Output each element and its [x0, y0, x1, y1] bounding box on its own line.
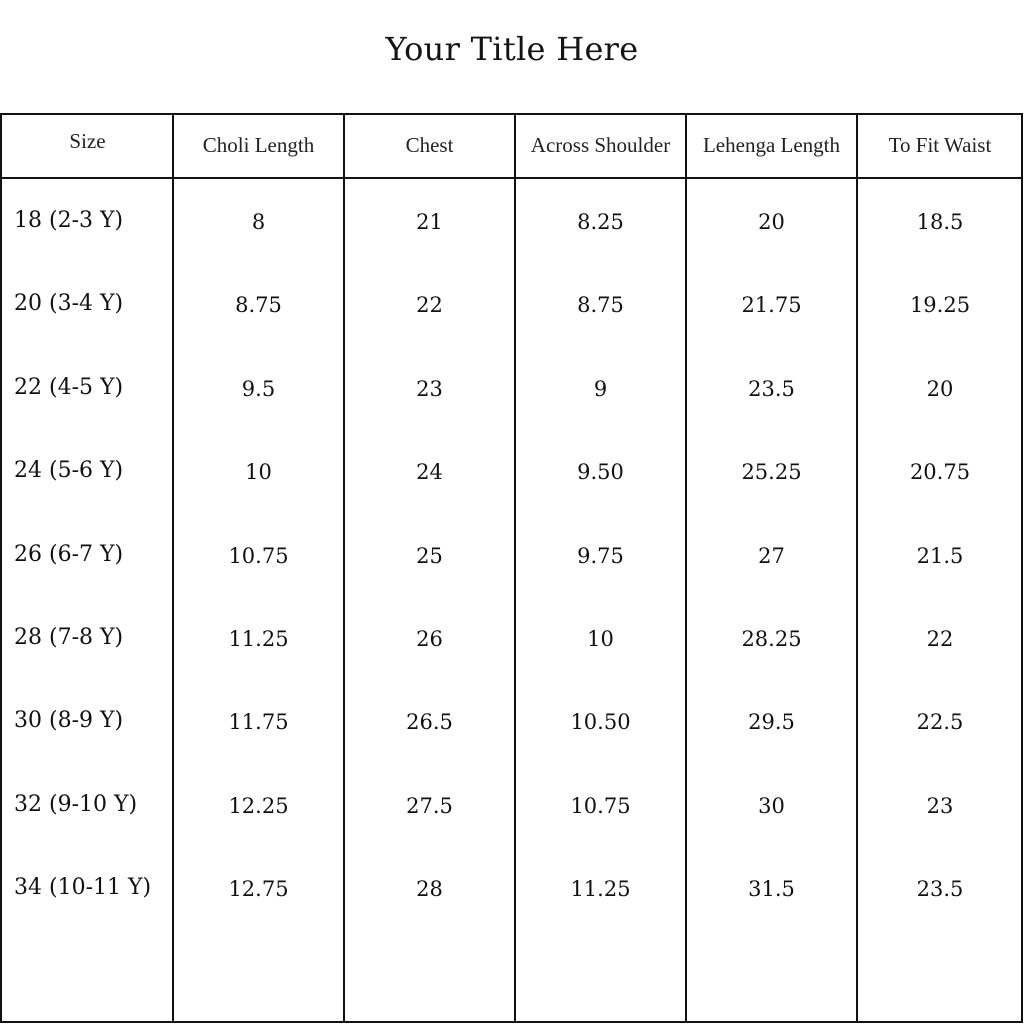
- size-label: 18 (2-3 Y): [14, 208, 124, 233]
- column-header: Lehenga Length: [702, 133, 841, 157]
- table-cell: 20: [758, 210, 785, 234]
- column-header: Across Shoulder: [530, 133, 671, 157]
- table-cell: 29.5: [748, 710, 795, 735]
- table-cell: 23.5: [916, 877, 964, 902]
- table-cell: 26: [416, 627, 443, 651]
- column-header: To Fit Waist: [888, 133, 992, 157]
- table-cell: 27.5: [406, 793, 453, 818]
- size-label: 20 (3-4 Y): [14, 291, 124, 317]
- table-cell: 24: [416, 460, 443, 485]
- column-header: Choli Length: [202, 133, 315, 157]
- size-label: 30 (8-9 Y): [14, 708, 124, 734]
- size-label: 28 (7-8 Y): [14, 625, 124, 650]
- table-cell: 11.25: [228, 627, 289, 651]
- size-label: 32 (9-10 Y): [14, 791, 138, 817]
- table-cell: 27: [758, 543, 785, 568]
- table-cell: 21: [416, 210, 443, 234]
- table-cell: 22: [416, 293, 443, 318]
- table-cell: 18.5: [916, 210, 964, 234]
- size-chart-table: [0, 113, 1023, 1023]
- table-cell: 12.25: [228, 793, 289, 818]
- table-cell: 9: [593, 376, 608, 401]
- table-cell: 12.75: [228, 877, 289, 902]
- table-cell: 23: [416, 376, 443, 401]
- table-cell: 11.25: [570, 877, 631, 902]
- table-cell: 20.75: [909, 460, 971, 485]
- table-cell: 10.75: [570, 793, 631, 818]
- size-label: 34 (10-11 Y): [14, 875, 152, 901]
- table-cell: 30: [758, 793, 785, 818]
- page-title: Your Title Here: [385, 30, 639, 68]
- table-cell: 8: [251, 210, 266, 234]
- size-label: 22 (4-5 Y): [14, 374, 124, 400]
- table-cell: 11.75: [228, 710, 289, 735]
- table-cell: 23.5: [748, 376, 795, 401]
- size-label: 26 (6-7 Y): [14, 541, 124, 567]
- column-header: Size: [69, 129, 106, 153]
- table-cell: 20: [926, 376, 954, 401]
- table-cell: 25: [416, 543, 443, 568]
- table-cell: 19.25: [909, 293, 971, 318]
- table-cell: 9.75: [577, 543, 624, 568]
- table-cell: 9.50: [577, 460, 624, 485]
- size-label: 24 (5-6 Y): [14, 458, 124, 484]
- header-divider: [2, 177, 1021, 179]
- table-cell: 9.5: [241, 376, 276, 401]
- table-cell: 26.5: [406, 710, 453, 735]
- table-cell: 22: [926, 627, 954, 651]
- column-header: Chest: [405, 133, 454, 157]
- table-cell: 8.75: [577, 293, 624, 318]
- table-cell: 8.25: [577, 210, 624, 234]
- table-cell: 8.75: [235, 293, 282, 318]
- table-cell: 10: [587, 627, 614, 651]
- table-cell: 10.75: [228, 543, 289, 568]
- table-cell: 28: [416, 877, 443, 902]
- table-cell: 10: [245, 460, 272, 485]
- table-cell: 23: [926, 793, 954, 818]
- table-cell: 28.25: [741, 627, 802, 651]
- table-cell: 22.5: [916, 710, 964, 735]
- table-cell: 25.25: [741, 460, 802, 485]
- table-cell: 21.5: [916, 543, 964, 568]
- table-cell: 31.5: [748, 877, 795, 902]
- table-cell: 21.75: [741, 293, 802, 318]
- table-cell: 10.50: [570, 710, 631, 735]
